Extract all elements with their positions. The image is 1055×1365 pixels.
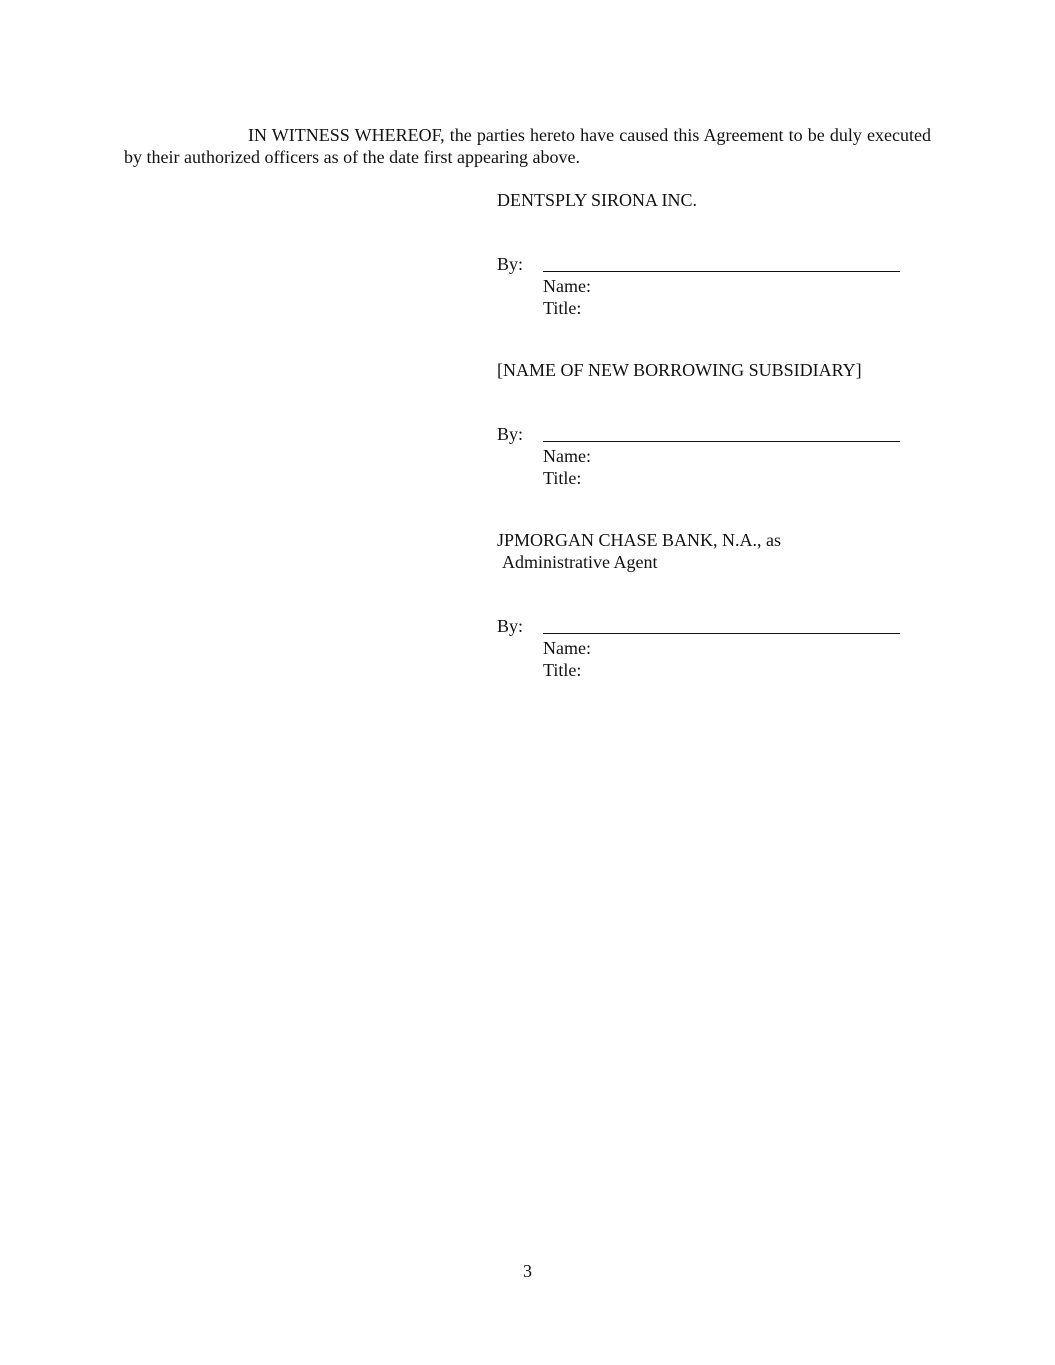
by-label: By:: [497, 616, 524, 636]
signature-block-new-borrowing-subsidiary: [497, 359, 917, 489]
party-name-line2: Administrative Agent: [502, 552, 658, 572]
signature-row: [497, 423, 917, 445]
party-name-line1: [NAME OF NEW BORROWING SUBSIDIARY]: [497, 360, 862, 380]
page-number: 3: [523, 1261, 532, 1281]
signature-line[interactable]: [543, 633, 900, 634]
name-field-label: Name:: [543, 276, 591, 296]
witness-paragraph: IN WITNESS WHEREOF, the parties hereto have caused this Agreement to be duly executed by their authorized officers as of the date first appearing above.: [124, 125, 931, 167]
by-label: By:: [497, 424, 524, 444]
signature-row: [497, 253, 917, 275]
signature-line[interactable]: [543, 441, 900, 442]
name-field-label: Name:: [543, 638, 591, 658]
party-name-line1: JPMORGAN CHASE BANK, N.A., as: [497, 530, 782, 550]
title-field-label: Title:: [543, 660, 582, 680]
signature-block-dentsply: [497, 189, 917, 319]
party-name: [497, 189, 917, 211]
signature-block-jpmorgan: [497, 529, 917, 681]
party-name: [497, 359, 917, 381]
signature-row: [497, 615, 917, 637]
title-field-label: Title:: [543, 468, 582, 488]
name-field-label: Name:: [543, 446, 591, 466]
signature-line[interactable]: [543, 271, 900, 272]
title-field-label: Title:: [543, 298, 582, 318]
by-label: By:: [497, 254, 524, 274]
party-name: [497, 529, 917, 573]
party-name-line1: DENTSPLY SIRONA INC.: [497, 190, 698, 210]
